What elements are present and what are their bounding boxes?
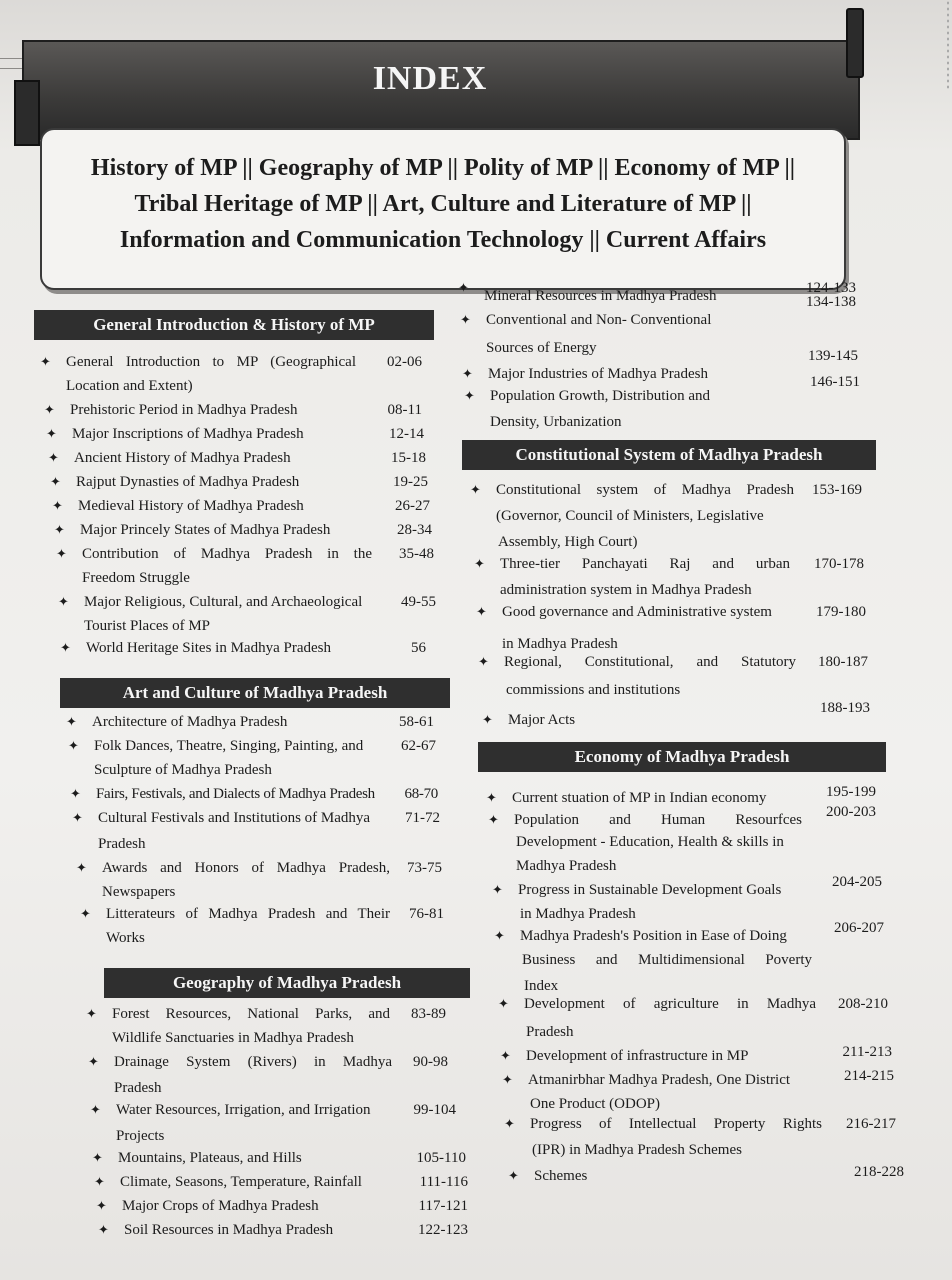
entry-pages: 180-187 [818,654,868,670]
bullet-icon: ✦ [46,426,57,441]
entry-pages: 170-178 [814,556,864,572]
entry-label: Major Crops of Madhya Pradesh [122,1198,319,1214]
entry-pages: 105-110 [416,1150,466,1166]
section-header-art: Art and Culture of Madhya Pradesh [60,678,450,708]
entry-continuation: in Madhya Pradesh [520,906,636,922]
entry-pages: 62-67 [401,738,436,754]
entry-pages: 68-70 [404,786,438,802]
bullet-icon: ✦ [458,280,469,295]
entry-pages: 134-138 [806,294,856,310]
entry-pages: 02-06 [387,354,422,370]
entry-label: Major Acts [508,712,576,728]
entry-label: Contribution of Madhya Pradesh in the [82,546,372,562]
entry-pages: 83-89 [411,1006,446,1022]
entry-continuation: Works [106,930,145,946]
entry-label: Major Industries of Madhya Pradesh [488,366,708,382]
entry-label: Regional, Constitutional, and Statutory [504,654,796,670]
entry-label: Awards and Honors of Madhya Pradesh, [102,860,390,876]
bullet-icon: ✦ [482,712,493,727]
entry-label: Schemes [534,1168,588,1184]
entry-label: General Introduction to MP (Geographical [66,354,356,370]
entry-continuation: Pradesh [114,1080,162,1096]
entry-label: Cultural Festivals and Institutions of Madhya [98,810,371,826]
binding-edge [946,0,950,90]
bullet-icon: ✦ [494,928,505,943]
entry-label: Folk Dances, Theatre, Singing, Painting, and [94,738,364,754]
entry-pages: 214-215 [844,1068,894,1084]
entry-continuation: Pradesh [98,836,146,852]
subjects-line: History of MP || Geography of MP || Polity of MP || Economy of MP || [90,155,796,181]
entry-label: Rajput Dynasties of Madhya Pradesh [76,474,300,490]
entry-continuation: Tourist Places of MP [84,618,211,634]
entry-pages: 28-34 [397,522,432,538]
entry-label: Three-tier Panchayati Raj and urban [500,556,790,572]
section-header-history: General Introduction & History of MP [34,310,434,340]
bullet-icon: ✦ [476,604,487,619]
bullet-icon: ✦ [498,996,509,1011]
bullet-icon: ✦ [56,546,67,561]
entry-pages: 76-81 [409,906,444,922]
entry-pages: 58-61 [399,714,434,730]
entry-label: World Heritage Sites in Madhya Pradesh [86,640,331,656]
entry-pages: 211-213 [842,1044,892,1060]
bullet-icon: ✦ [462,366,473,381]
bullet-icon: ✦ [88,1054,99,1069]
entry-label: Medieval History of Madhya Pradesh [78,498,304,514]
entry-label: Development of infrastructure in MP [526,1048,749,1064]
bullet-icon: ✦ [72,810,83,825]
entry-pages: 12-14 [389,426,424,442]
subjects-line: Tribal Heritage of MP || Art, Culture and Literature of MP || [134,191,752,217]
index-title: INDEX [372,60,488,97]
subjects-box [40,128,846,290]
entry-continuation: Newspapers [102,884,176,900]
bullet-icon: ✦ [76,860,87,875]
entry-continuation: Pradesh [526,1024,574,1040]
bullet-icon: ✦ [488,812,499,827]
entry-pages: 111-116 [419,1174,468,1190]
entry-pages: 208-210 [838,996,888,1012]
bullet-icon: ✦ [492,882,503,897]
entry-continuation: Assembly, High Court) [498,534,638,550]
entry-pages: 139-145 [808,348,858,364]
bullet-icon: ✦ [70,786,81,801]
bullet-icon: ✦ [486,790,497,805]
bullet-icon: ✦ [504,1116,515,1131]
entry-label: Mountains, Plateaus, and Hills [118,1150,302,1166]
bullet-icon: ✦ [96,1198,107,1213]
entry-label: Architecture of Madhya Pradesh [92,714,288,730]
entry-pages: 218-228 [854,1164,904,1180]
bullet-icon: ✦ [500,1048,511,1063]
bullet-icon: ✦ [58,594,69,609]
entry-continuation: Sources of Energy [486,340,597,356]
entry-label: Good governance and Administrative system [502,604,772,620]
bullet-icon: ✦ [478,654,489,669]
entry-label: Madhya Pradesh's Position in Ease of Doing [520,928,787,944]
entry-pages: 71-72 [405,810,440,826]
entry-continuation: Wildlife Sanctuaries in Madhya Pradesh [112,1030,354,1046]
bullet-icon: ✦ [90,1102,101,1117]
bullet-icon: ✦ [50,474,61,489]
bullet-icon: ✦ [98,1222,109,1237]
bullet-icon: ✦ [68,738,79,753]
entry-label: Fairs, Festivals, and Dialects of Madhya Pradesh [96,786,375,802]
entry-pages: 216-217 [846,1116,896,1132]
bullet-icon: ✦ [66,714,77,729]
entry-label: Ancient History of Madhya Pradesh [74,450,291,466]
entry-label: Development of agriculture in Madhya [524,996,816,1012]
entry-continuation: Business and Multidimensional Poverty [522,952,812,968]
bullet-icon: ✦ [60,640,71,655]
entry-pages: 146-151 [810,374,860,390]
bullet-icon: ✦ [54,522,65,537]
entry-pages: 206-207 [834,920,884,936]
entry-label: Conventional and Non- Conventional [486,312,712,328]
entry-continuation: (IPR) in Madhya Pradesh Schemes [532,1142,742,1158]
bullet-icon: ✦ [474,556,485,571]
entry-pages: 153-169 [812,482,862,498]
entry-continuation: Madhya Pradesh [516,858,617,874]
section-header-geography: Geography of Madhya Pradesh [104,968,470,998]
entry-label: Constitutional system of Madhya Pradesh [496,482,794,498]
entry-continuation: Index [524,978,559,994]
entry-label: Soil Resources in Madhya Pradesh [124,1222,334,1238]
bullet-icon: ✦ [94,1174,105,1189]
entry-continuation: Projects [116,1128,165,1144]
entry-label: Atmanirbhar Madhya Pradesh, One District [528,1072,791,1088]
entry-label: Drainage System (Rivers) in Madhya [114,1054,392,1070]
bullet-icon: ✦ [460,312,471,327]
entry-pages: 195-199 [826,784,876,800]
entry-pages: 49-55 [401,594,436,610]
entry-label: Progress in Sustainable Development Goals [518,882,782,898]
bullet-icon: ✦ [86,1006,97,1021]
entry-pages: 90-98 [413,1054,448,1070]
entry-label: Litterateurs of Madhya Pradesh and Their [106,906,390,922]
entry-pages: 35-48 [399,546,434,562]
entry-pages: 122-123 [418,1222,468,1238]
entry-pages: 08-11 [387,402,422,418]
entry-label: Forest Resources, National Parks, and [112,1006,390,1022]
entry-pages: 179-180 [816,604,866,620]
entry-continuation: Development - Education, Health & skills in [516,834,784,850]
entry-continuation: Density, Urbanization [490,414,622,430]
entry-pages: 19-25 [393,474,428,490]
entry-pages: 124-133 [806,280,856,296]
entry-label: Population Growth, Distribution and [490,388,710,404]
entry-continuation: commissions and institutions [506,682,681,698]
entry-continuation: in Madhya Pradesh [502,636,618,652]
entry-continuation: Sculpture of Madhya Pradesh [94,762,272,778]
entry-label: Progress of Intellectual Property Rights [530,1116,822,1132]
entry-pages: 15-18 [391,450,426,466]
entry-pages: 204-205 [832,874,882,890]
section-header-polity: Constitutional System of Madhya Pradesh [462,440,876,470]
entry-continuation: Freedom Struggle [82,570,190,586]
entry-pages: 99-104 [413,1102,456,1118]
bullet-icon: ✦ [40,354,51,369]
entry-label: Mineral Resources in Madhya Pradesh [484,288,717,304]
entry-label: Major Religious, Cultural, and Archaeological [84,594,363,610]
bullet-icon: ✦ [508,1168,519,1183]
bullet-icon: ✦ [502,1072,513,1087]
entry-continuation: administration system in Madhya Pradesh [500,582,752,598]
entry-pages: 56 [411,640,426,656]
entry-pages: 200-203 [826,804,876,820]
entry-continuation: One Product (ODOP) [530,1096,660,1112]
entry-label: Major Inscriptions of Madhya Pradesh [72,426,304,442]
entry-label: Population and Human Resourfces [514,812,802,828]
bullet-icon: ✦ [470,482,481,497]
entry-pages: 188-193 [820,700,870,716]
subjects-line: Information and Communication Technology || Current Affairs [119,227,767,253]
bullet-icon: ✦ [92,1150,103,1165]
entry-label: Current stuation of MP in Indian economy [512,790,767,806]
entry-label: Major Princely States of Madhya Pradesh [80,522,331,538]
section-header-economy: Economy of Madhya Pradesh [478,742,886,772]
bullet-icon: ✦ [52,498,63,513]
bullet-icon: ✦ [464,388,475,403]
entry-pages: 73-75 [407,860,442,876]
bullet-icon: ✦ [48,450,59,465]
entry-pages: 117-121 [418,1198,468,1214]
entry-label: Water Resources, Irrigation, and Irrigation [116,1102,371,1118]
bullet-icon: ✦ [44,402,55,417]
entry-label: Climate, Seasons, Temperature, Rainfall [120,1174,362,1190]
bullet-icon: ✦ [80,906,91,921]
entry-continuation: (Governor, Council of Ministers, Legislative [496,508,764,524]
entry-continuation: Location and Extent) [66,378,193,394]
entry-label: Prehistoric Period in Madhya Pradesh [70,402,298,418]
entry-pages: 26-27 [395,498,430,514]
